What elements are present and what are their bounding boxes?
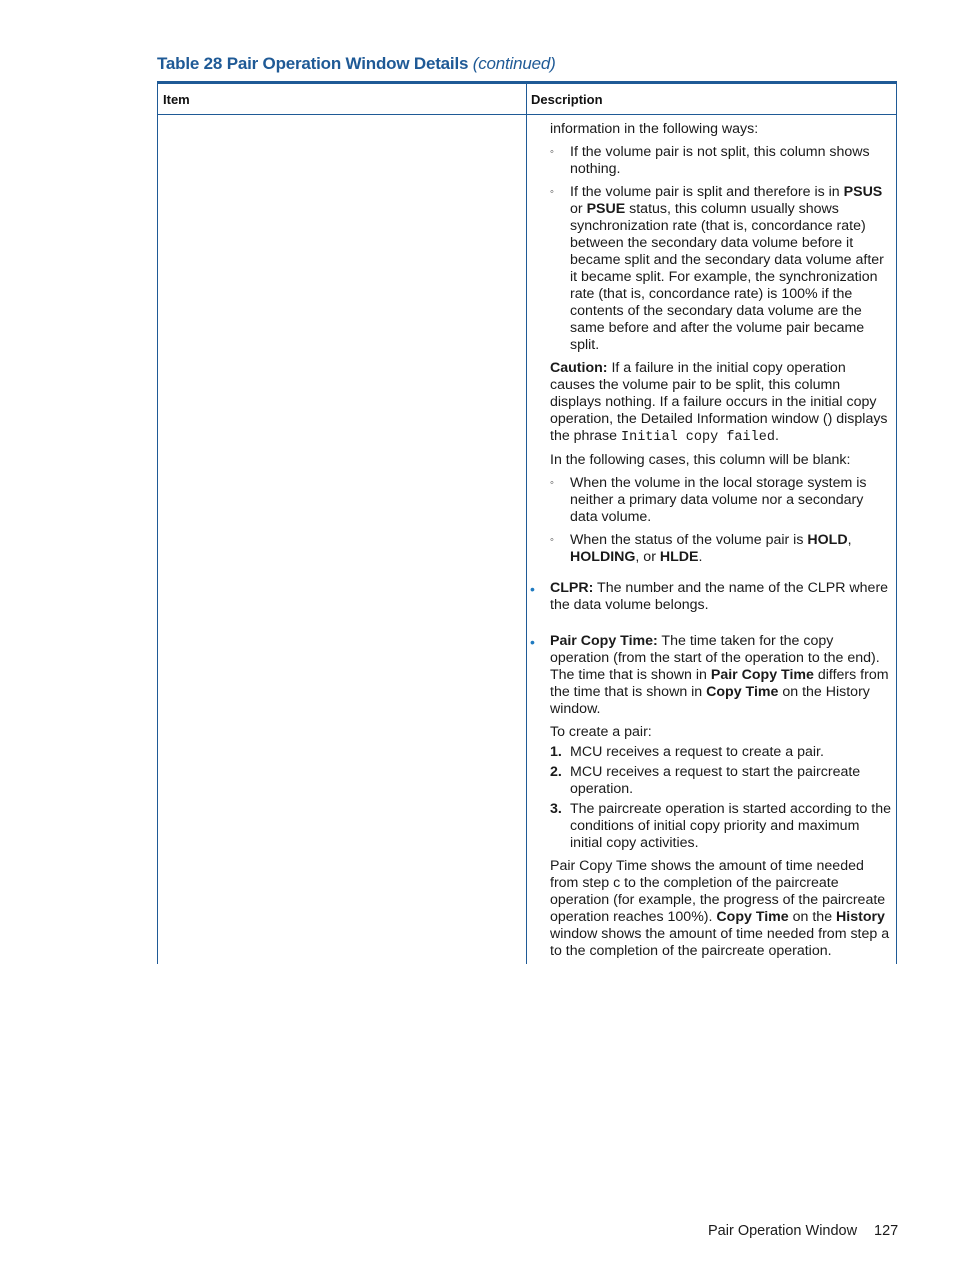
footer-section-title: Pair Operation Window xyxy=(708,1223,858,1239)
sub-bullet-icon: ◦ xyxy=(550,146,554,158)
final-paragraph: Pair Copy Time shows the amount of time needed from step c to the completion of the paircreate operation (for example, the progress of the paircreate operation reaches 100%). Copy Time on the History window shows the amount of time needed from step a to the completion of the paircreate operation. xyxy=(550,858,890,959)
continued-label: (continued) xyxy=(472,54,556,73)
header-description: Description xyxy=(531,92,603,107)
details-table xyxy=(157,81,897,964)
sub-bullet-icon: ◦ xyxy=(550,534,554,546)
create-intro: To create a pair: xyxy=(550,724,652,740)
step-item: 3. The paircreate operation is started according to the conditions of initial copy priority and maximum initial copy activities. xyxy=(550,801,891,851)
table-top-rule xyxy=(157,81,897,84)
sub-bullet-icon: ◦ xyxy=(550,477,554,489)
bullet-icon: • xyxy=(530,634,535,650)
list-item: ◦ If the volume pair is split and therefore is in PSUS or PSUE status, this column usually shows synchronization rate (that is, concordance rate) between the secondary data volume before it became split and the secondary data volume after it became split. For example, the synchronization rate (that is, concordance rate) is 100% if the contents of the secondary data volume are the same before and after the volume pair became split. xyxy=(550,184,884,353)
caution-note: Caution: If a failure in the initial copy operation causes the volume pair to be split, this column displays nothing. If a failure occurs in the initial copy operation, the Detailed Information window () displays the phrase Initial copy failed. xyxy=(550,360,888,445)
header-rule xyxy=(157,114,897,115)
list-item: ◦ If the volume pair is not split, this column shows nothing. xyxy=(550,144,870,177)
pair-copy-time-item: • Pair Copy Time: The time taken for the copy operation (from the start of the operation to the end). The time that is shown in Pair Copy Time differs from the time that is shown in Copy Time on the History window. xyxy=(530,633,889,717)
intro-text: information in the following ways: xyxy=(550,121,759,137)
description-cell xyxy=(530,121,892,966)
table-caption xyxy=(157,54,897,74)
table-left-border xyxy=(157,84,158,964)
page-number: 127 xyxy=(874,1223,899,1239)
bullet-icon: • xyxy=(530,581,535,597)
step-item: 1. MCU receives a request to create a pair. xyxy=(550,744,824,760)
list-item: ◦ When the status of the volume pair is HOLD, HOLDING, or HLDE. xyxy=(550,532,852,565)
table-column-divider xyxy=(526,84,527,964)
blank-intro: In the following cases, this column will be blank: xyxy=(550,452,851,468)
list-item: ◦ When the volume in the local storage system is neither a primary data volume nor a secondary data volume. xyxy=(550,475,867,525)
sub-bullet-icon: ◦ xyxy=(550,186,554,198)
header-item: Item xyxy=(163,92,190,107)
table-right-border xyxy=(896,84,897,964)
step-item: 2. MCU receives a request to start the paircreate operation. xyxy=(550,764,861,797)
table-title: Table 28 Pair Operation Window Details xyxy=(157,54,469,73)
clpr-item: • CLPR: The number and the name of the CLPR where the data volume belongs. xyxy=(530,580,889,613)
